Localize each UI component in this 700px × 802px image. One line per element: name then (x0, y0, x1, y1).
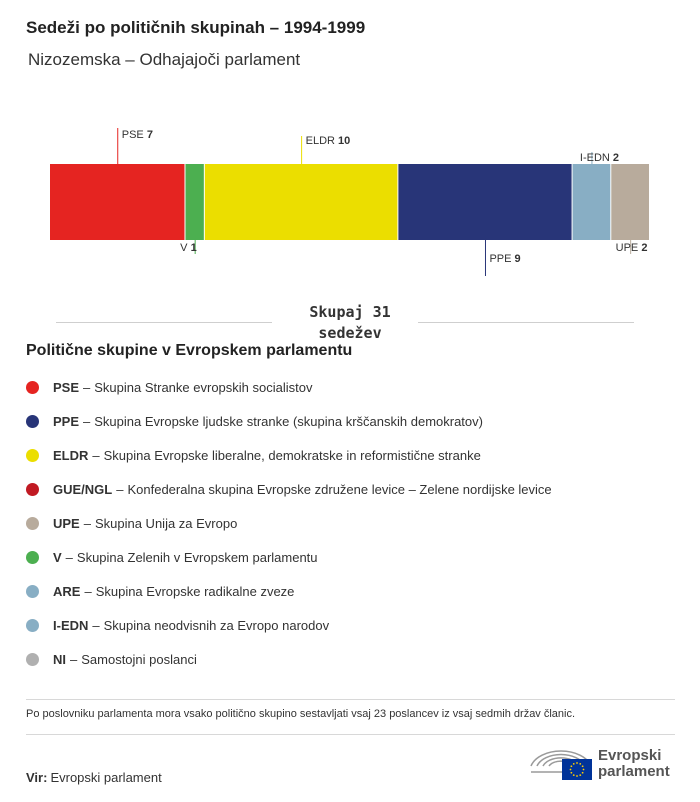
legend-item-pse (26, 370, 552, 404)
legend-dot-icon (26, 585, 39, 598)
legend-separator: – (116, 481, 124, 497)
legend-abbr: GUE/NGL (53, 481, 113, 497)
segment-label-upe: UPE 2 (615, 242, 648, 254)
footnote-divider-bottom (26, 734, 675, 735)
legend-abbr: V (53, 549, 62, 565)
legend-dot-icon (26, 483, 39, 496)
legend-description: Samostojni poslanci (81, 651, 197, 667)
legend-description: Skupina neodvisnih za Evropo narodov (103, 617, 330, 633)
segment-label-i-edn: I-EDN 2 (579, 152, 620, 164)
legend-separator: – (92, 617, 100, 633)
total-divider-left (56, 322, 272, 323)
legend-separator: – (65, 549, 73, 565)
total-seats-label (275, 302, 425, 344)
legend-abbr: PPE (53, 413, 80, 429)
legend-abbr: NI (53, 651, 66, 667)
legend-separator: – (83, 413, 91, 429)
legend-abbr: PSE (53, 379, 80, 395)
legend (26, 370, 552, 676)
legend-separator: – (83, 379, 91, 395)
legend-item-ni (26, 642, 552, 676)
legend-dot-icon (26, 449, 39, 462)
source-value: Evropski parlament (50, 770, 162, 785)
seat-bar-chart (0, 110, 700, 290)
total-seats-line1: Skupaj 31 (309, 303, 391, 321)
bar-segment-eldr (205, 164, 398, 240)
legend-dot-icon (26, 551, 39, 564)
footnote-divider-top (26, 699, 675, 700)
segment-label-eldr: ELDR 10 (305, 135, 351, 147)
total-divider-right (418, 322, 634, 323)
logo-line2: parlament (598, 763, 670, 780)
legend-description: Skupina Evropske radikalne zveze (95, 583, 295, 599)
bar-segment-i-edn (573, 164, 611, 240)
source (26, 770, 162, 785)
legend-item-i-edn (26, 608, 552, 642)
legend-item-upe (26, 506, 552, 540)
legend-abbr: ELDR (53, 447, 89, 463)
chart-subtitle: Nizozemska – Odhajajoči parlament (28, 50, 301, 69)
legend-dot-icon (26, 517, 39, 530)
legend-item-are (26, 574, 552, 608)
segment-label-ppe: PPE 9 (489, 253, 521, 265)
logo-line1: Evropski (598, 747, 662, 764)
european-parliament-logo (528, 742, 678, 784)
legend-separator: – (70, 651, 78, 667)
legend-dot-icon (26, 415, 39, 428)
segment-label-pse: PSE 7 (121, 129, 153, 141)
legend-item-v (26, 540, 552, 574)
bar-segment-ppe (398, 164, 571, 240)
bar-segment-v (185, 164, 203, 240)
bar-segment-pse (50, 164, 184, 240)
legend-description: Konfederalna skupina Evropske združene levice – Zelene nordijske levice (127, 481, 552, 497)
legend-separator: – (92, 447, 100, 463)
legend-item-eldr (26, 438, 552, 472)
legend-description: Skupina Evropske liberalne, demokratske in reformistične stranke (103, 447, 481, 463)
legend-description: Skupina Zelenih v Evropskem parlamentu (76, 549, 318, 565)
legend-dot-icon (26, 381, 39, 394)
footnote: Po poslovniku parlamenta mora vsako politično skupino sestavljati vsaj 23 poslancev iz vsaj sedmih držav članic. (26, 708, 576, 720)
legend-abbr: UPE (53, 515, 80, 531)
legend-description: Skupina Evropske ljudske stranke (skupina krščanskih demokratov) (94, 413, 483, 429)
legend-separator: – (84, 583, 92, 599)
bar-segment-upe (611, 164, 649, 240)
legend-abbr: ARE (53, 583, 81, 599)
legend-item-gue-ngl (26, 472, 552, 506)
parliament-hemicycle-icon (528, 742, 594, 784)
legend-separator: – (83, 515, 91, 531)
legend-description: Skupina Unija za Evropo (94, 515, 238, 531)
total-seats-line2: sedežev (318, 324, 382, 342)
legend-abbr: I-EDN (53, 617, 89, 633)
legend-dot-icon (26, 619, 39, 632)
legend-description: Skupina Stranke evropskih socialistov (94, 379, 313, 395)
chart-title: Sedeži po političnih skupinah – 1994-1999 (26, 18, 366, 37)
source-label: Vir: (26, 770, 48, 785)
segment-label-v: V 1 (180, 242, 197, 254)
legend-title: Politične skupine v Evropskem parlamentu (26, 342, 353, 359)
legend-item-ppe (26, 404, 552, 438)
logo-text (598, 748, 670, 780)
legend-dot-icon (26, 653, 39, 666)
